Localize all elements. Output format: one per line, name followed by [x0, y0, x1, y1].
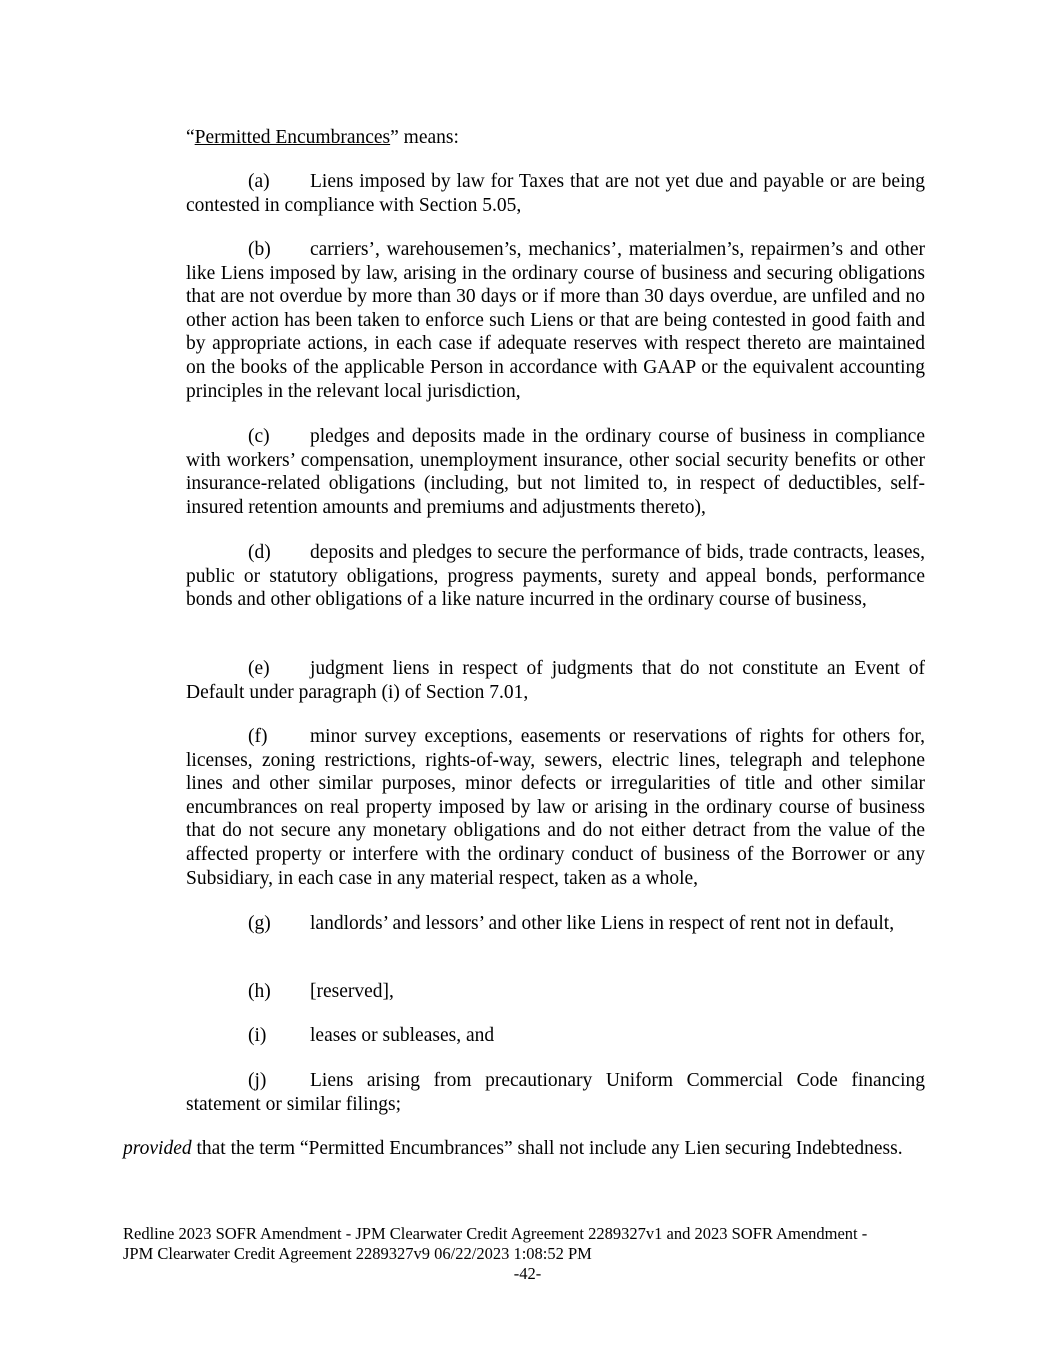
- clause-text: judgment liens in respect of judgments that do not constitute an Event of Default under paragraph (i) of Section 7.01,: [186, 658, 925, 703]
- clause-label: (d): [248, 542, 271, 563]
- clause-d: [186, 541, 925, 612]
- clause-text: Liens arising from precautionary Uniform Commercial Code financing statement or similar filings;: [186, 1070, 925, 1115]
- clause-a: [186, 170, 925, 217]
- clause-b: [186, 238, 925, 403]
- clause-text: Liens imposed by law for Taxes that are not yet due and payable or are being contested in compliance with Section 5.05,: [186, 171, 925, 216]
- clause-j: [186, 1069, 925, 1116]
- defined-term: Permitted Encumbrances: [194, 127, 391, 148]
- clause-label: (g): [248, 913, 271, 934]
- clause-c: [186, 425, 925, 519]
- clause-label: (c): [248, 426, 270, 447]
- clause-text: carriers’, warehousemen’s, mechanics’, materialmen’s, repairmen’s and other like Liens imposed by law, arising in the ordinary course of business and securing obligations that are not overdue by more than 30 days or if more than 30 days overdue, are unfiled and no other action has been taken to enforce such Liens or that are being contested in good faith and by appropriate actions, in each case if adequate reserves with respect thereto are maintained on the books of the applicable Person in accordance with GAAP or the equivalent accounting principles in the relevant local jurisdiction,: [186, 239, 925, 402]
- clause-text: landlords’ and lessors’ and other like Liens in respect of rent not in default,: [310, 913, 895, 934]
- definition-heading: [186, 126, 926, 150]
- clause-g: [186, 912, 925, 936]
- clause-e: [186, 657, 925, 704]
- clause-label: (h): [248, 981, 271, 1002]
- clause-text: deposits and pledges to secure the performance of bids, trade contracts, leases, public or statutory obligations, progress payments, surety and appeal bonds, performance bonds and other obligations of a like nature incurred in the ordinary course of business,: [186, 542, 925, 611]
- footer-line-1: Redline 2023 SOFR Amendment - JPM Clearwater Credit Agreement 2289327v1 and 2023 SOFR Amendment -: [123, 1224, 868, 1243]
- clause-label: (b): [248, 239, 271, 260]
- clause-label: (f): [248, 726, 268, 747]
- clause-i: [186, 1024, 925, 1048]
- proviso-paragraph: [123, 1137, 925, 1161]
- proviso-text: that the term “Permitted Encumbrances” shall not include any Lien securing Indebtedness.: [191, 1138, 903, 1159]
- redline-footer: [123, 1224, 923, 1263]
- clause-text: pledges and deposits made in the ordinary course of business in compliance with workers’ compensation, unemployment insurance, other social security benefits or other insurance-related obligations (including, but not limited to, in respect of deductibles, self-insured retention amounts and premiums and adjustments thereto),: [186, 426, 925, 518]
- heading-means: ” means:: [390, 127, 459, 148]
- clause-label: (a): [248, 171, 270, 192]
- page-number: -42-: [513, 1264, 542, 1283]
- heading-open-quote: “: [186, 127, 195, 148]
- clause-f: [186, 725, 925, 890]
- clause-label: (e): [248, 658, 270, 679]
- clause-text: [reserved],: [310, 981, 394, 1002]
- proviso-italic-word: provided: [123, 1138, 192, 1159]
- clause-label: (i): [248, 1025, 267, 1046]
- clause-label: (j): [248, 1070, 267, 1091]
- footer-line-2: JPM Clearwater Credit Agreement 2289327v9 06/22/2023 1:08:52 PM: [123, 1243, 592, 1263]
- clause-text: leases or subleases, and: [310, 1025, 495, 1046]
- clause-h: [186, 980, 925, 1004]
- clause-text: minor survey exceptions, easements or reservations of rights for others for, licenses, zoning restrictions, rights-of-way, sewers, electric lines, telegraph and telephone lines and other similar purposes, minor defects or irregularities of title and other similar encumbrances on real property imposed by law or arising in the ordinary course of business that do not secure any monetary obligations and do not either detract from the value of the affected property or interfere with the ordinary conduct of business of the Borrower or any Subsidiary, in each case in any material respect, taken as a whole,: [186, 726, 925, 889]
